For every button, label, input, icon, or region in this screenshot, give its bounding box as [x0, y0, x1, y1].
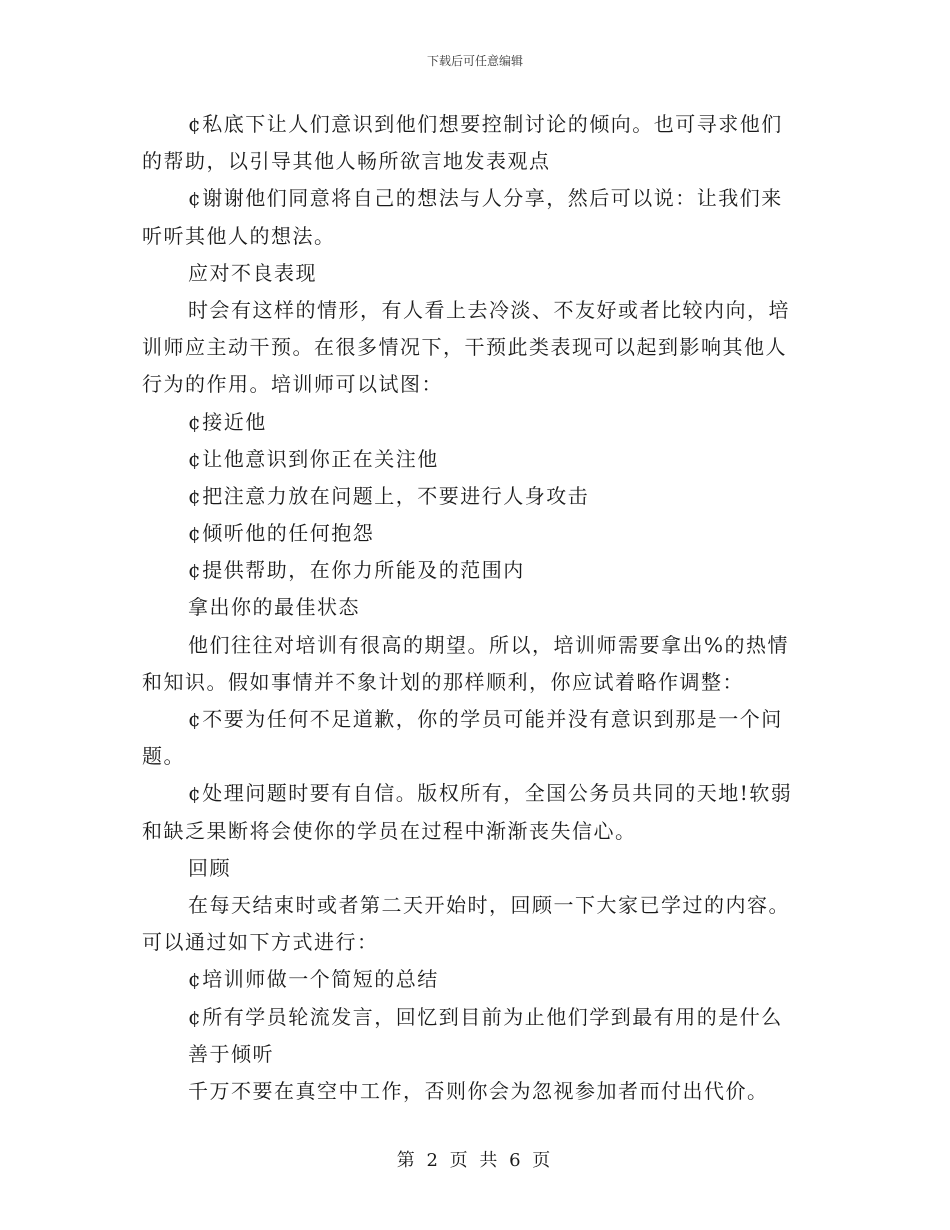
text-line: 千万不要在真空中工作，否则你会为忽视参加者而付出代价。: [188, 1078, 769, 1103]
bullet-item: ¢接近他: [188, 409, 267, 434]
text-line: 听听其他人的想法。: [142, 223, 336, 248]
bullet-item: ¢倾听他的任何抱怨: [188, 521, 375, 546]
section-heading: 应对不良表现: [188, 260, 317, 285]
bullet-item: ¢不要为任何不足道歉，你的学员可能并没有意识到那是一个问: [188, 707, 783, 731]
bullet-item: ¢让他意识到你正在关注他: [188, 446, 439, 471]
text-line: 他们往往对培训有很高的期望。所以，培训师需要拿出%的热情: [188, 632, 790, 657]
text-line: 可以通过如下方式进行：: [142, 930, 379, 955]
document-body: [142, 106, 810, 1110]
text-line: 训师应主动干预。在很多情况下，干预此类表现可以起到影响其他人: [142, 335, 787, 360]
bullet-item: ¢培训师做一个简短的总结: [188, 967, 439, 992]
text-line: 行为的作用。培训师可以试图：: [142, 372, 443, 397]
section-heading: 善于倾听: [188, 1041, 274, 1066]
section-heading: 拿出你的最佳状态: [188, 595, 360, 620]
page-number: 第 2 页 共 6 页: [396, 1150, 554, 1171]
bullet-item: ¢提供帮助，在你力所能及的范围内: [188, 558, 525, 583]
text-line: 时会有这样的情形，有人看上去冷淡、不友好或者比较内向，培: [188, 297, 790, 322]
section-heading: 回顾: [188, 855, 231, 880]
bullet-item: ¢所有学员轮流发言，回忆到目前为止他们学到最有用的是什么: [188, 1004, 783, 1029]
bullet-item: ¢把注意力放在问题上，不要进行人身攻击: [188, 483, 590, 508]
text-line: ¢谢谢他们同意将自己的想法与人分享，然后可以说：让我们来: [188, 186, 783, 211]
bullet-item: ¢处理问题时要有自信。版权所有，全国公务员共同的天地!软弱: [188, 781, 793, 806]
text-line: 的帮助，以引导其他人畅所欲言地发表观点: [142, 149, 551, 174]
text-line: 题。: [142, 744, 185, 769]
text-line: 和缺乏果断将会使你的学员在过程中渐渐丧失信心。: [142, 818, 637, 843]
text-line: 在每天结束时或者第二天开始时，回顾一下大家已学过的内容。: [188, 892, 790, 917]
page-header: 下载后可任意编辑: [426, 54, 523, 68]
text-line: ¢私底下让人们意识到他们想要控制讨论的倾向。也可寻求他们: [188, 112, 783, 136]
text-line: 和知识。假如事情并不象计划的那样顺利，你应试着略作调整：: [142, 669, 744, 694]
